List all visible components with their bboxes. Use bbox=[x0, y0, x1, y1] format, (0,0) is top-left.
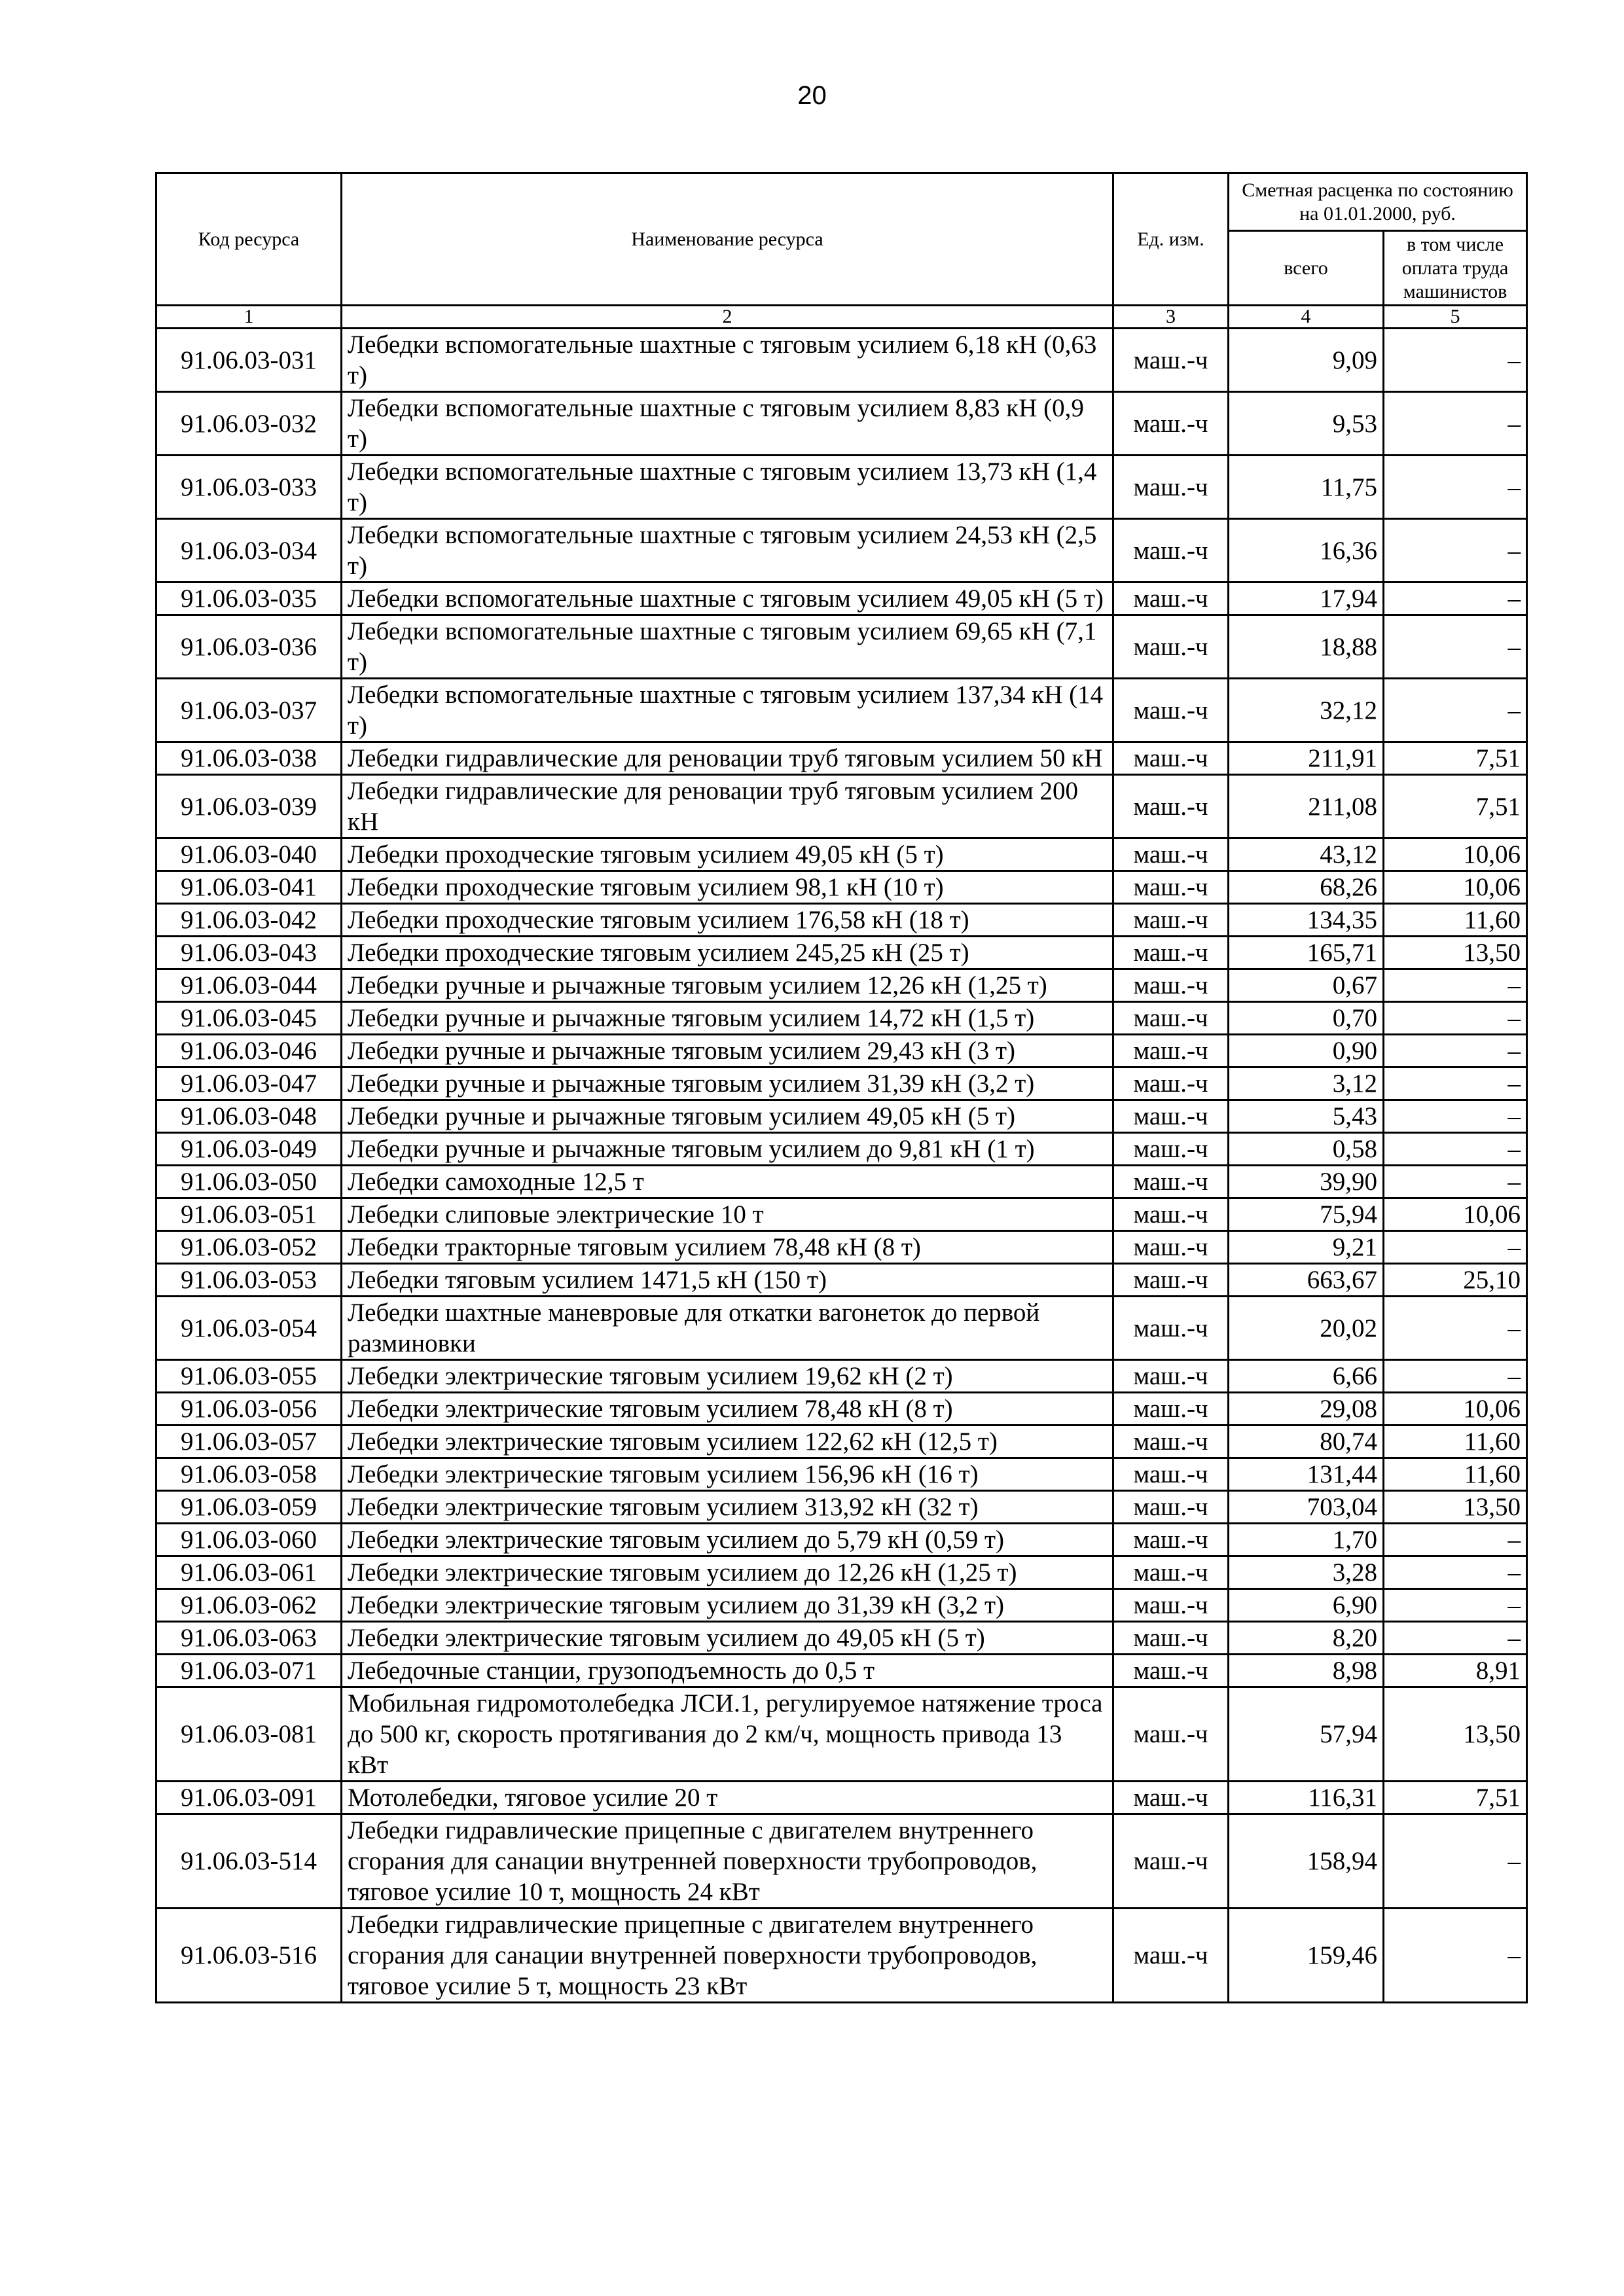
header-wage: в том числе оплата труда машинистов bbox=[1384, 231, 1527, 306]
row-total: 39,90 bbox=[1229, 1166, 1384, 1198]
row-unit: маш.-ч bbox=[1113, 1556, 1229, 1589]
table-row bbox=[156, 1814, 1527, 1909]
row-code: 91.06.03-061 bbox=[156, 1556, 342, 1589]
row-unit: маш.-ч bbox=[1113, 679, 1229, 742]
row-unit: маш.-ч bbox=[1113, 937, 1229, 969]
row-name: Лебедки ручные и рычажные тяговым усилием 14,72 кН (1,5 т) bbox=[342, 1002, 1113, 1035]
row-name: Лебедки проходческие тяговым усилием 245,25 кН (25 т) bbox=[342, 937, 1113, 969]
row-wage: 25,10 bbox=[1384, 1264, 1527, 1297]
row-name: Лебедки электрические тяговым усилием до 31,39 кН (3,2 т) bbox=[342, 1589, 1113, 1622]
row-unit: маш.-ч bbox=[1113, 904, 1229, 937]
row-unit: маш.-ч bbox=[1113, 1297, 1229, 1360]
row-total: 3,12 bbox=[1229, 1067, 1384, 1100]
table-row bbox=[156, 1491, 1527, 1524]
row-name: Лебедки шахтные маневровые для откатки вагонеток до первой разминовки bbox=[342, 1297, 1113, 1360]
row-wage: – bbox=[1384, 1100, 1527, 1133]
row-total: 16,36 bbox=[1229, 519, 1384, 583]
row-wage: – bbox=[1384, 1622, 1527, 1655]
table-row bbox=[156, 1909, 1527, 2003]
row-name: Лебедки гидравлические прицепные с двигателем внутреннего сгорания для санации внутренней поверхности трубопроводов, тяговое усилие 10 т, мощность 24 кВт bbox=[342, 1814, 1113, 1909]
row-unit: маш.-ч bbox=[1113, 1264, 1229, 1297]
row-code: 91.06.03-081 bbox=[156, 1687, 342, 1782]
row-name: Лебедки тяговым усилием 1471,5 кН (150 т) bbox=[342, 1264, 1113, 1297]
row-unit: маш.-ч bbox=[1113, 615, 1229, 679]
row-unit: маш.-ч bbox=[1113, 1035, 1229, 1067]
row-wage: – bbox=[1384, 679, 1527, 742]
row-code: 91.06.03-037 bbox=[156, 679, 342, 742]
row-name: Лебедки вспомогательные шахтные с тяговым усилием 6,18 кН (0,63 т) bbox=[342, 329, 1113, 392]
row-wage: 10,06 bbox=[1384, 838, 1527, 871]
row-name: Лебедки проходческие тяговым усилием 49,05 кН (5 т) bbox=[342, 838, 1113, 871]
row-name: Лебедки ручные и рычажные тяговым усилием до 9,81 кН (1 т) bbox=[342, 1133, 1113, 1166]
row-name: Лебедки электрические тяговым усилием 78,48 кН (8 т) bbox=[342, 1393, 1113, 1426]
row-code: 91.06.03-062 bbox=[156, 1589, 342, 1622]
table-row bbox=[156, 1198, 1527, 1231]
row-code: 91.06.03-034 bbox=[156, 519, 342, 583]
row-code: 91.06.03-053 bbox=[156, 1264, 342, 1297]
row-wage: 11,60 bbox=[1384, 1458, 1527, 1491]
table-row bbox=[156, 1687, 1527, 1782]
row-wage: – bbox=[1384, 519, 1527, 583]
row-wage: 10,06 bbox=[1384, 1393, 1527, 1426]
row-code: 91.06.03-045 bbox=[156, 1002, 342, 1035]
row-wage: 13,50 bbox=[1384, 1687, 1527, 1782]
row-total: 6,90 bbox=[1229, 1589, 1384, 1622]
row-wage: 10,06 bbox=[1384, 1198, 1527, 1231]
header-price-group: Сметная расценка по состоянию на 01.01.2000, руб. bbox=[1229, 173, 1527, 231]
row-wage: 13,50 bbox=[1384, 1491, 1527, 1524]
row-unit: маш.-ч bbox=[1113, 329, 1229, 392]
row-total: 75,94 bbox=[1229, 1198, 1384, 1231]
row-wage: 7,51 bbox=[1384, 1782, 1527, 1814]
row-name: Лебедки электрические тяговым усилием 19,62 кН (2 т) bbox=[342, 1360, 1113, 1393]
table-row bbox=[156, 1524, 1527, 1556]
table-row bbox=[156, 1393, 1527, 1426]
table-row bbox=[156, 1133, 1527, 1166]
column-number: 4 bbox=[1229, 306, 1384, 329]
row-unit: маш.-ч bbox=[1113, 456, 1229, 519]
table-row bbox=[156, 969, 1527, 1002]
row-name: Лебедки тракторные тяговым усилием 78,48 кН (8 т) bbox=[342, 1231, 1113, 1264]
row-name: Лебедки вспомогательные шахтные с тяговым усилием 24,53 кН (2,5 т) bbox=[342, 519, 1113, 583]
row-code: 91.06.03-047 bbox=[156, 1067, 342, 1100]
row-unit: маш.-ч bbox=[1113, 1231, 1229, 1264]
row-wage: – bbox=[1384, 1166, 1527, 1198]
table-row bbox=[156, 1067, 1527, 1100]
row-unit: маш.-ч bbox=[1113, 1782, 1229, 1814]
row-wage: – bbox=[1384, 456, 1527, 519]
table-row bbox=[156, 329, 1527, 392]
row-unit: маш.-ч bbox=[1113, 1622, 1229, 1655]
row-total: 0,58 bbox=[1229, 1133, 1384, 1166]
row-total: 0,67 bbox=[1229, 969, 1384, 1002]
row-wage: – bbox=[1384, 1133, 1527, 1166]
row-code: 91.06.03-054 bbox=[156, 1297, 342, 1360]
table-row bbox=[156, 1231, 1527, 1264]
row-wage: – bbox=[1384, 1360, 1527, 1393]
table-row bbox=[156, 1655, 1527, 1687]
row-total: 29,08 bbox=[1229, 1393, 1384, 1426]
column-number: 2 bbox=[342, 306, 1113, 329]
row-unit: маш.-ч bbox=[1113, 1909, 1229, 2003]
row-code: 91.06.03-042 bbox=[156, 904, 342, 937]
row-wage: 11,60 bbox=[1384, 1426, 1527, 1458]
row-wage: – bbox=[1384, 1035, 1527, 1067]
row-name: Лебедки проходческие тяговым усилием 176,58 кН (18 т) bbox=[342, 904, 1113, 937]
table-row bbox=[156, 742, 1527, 775]
row-total: 165,71 bbox=[1229, 937, 1384, 969]
row-unit: маш.-ч bbox=[1113, 392, 1229, 456]
row-unit: маш.-ч bbox=[1113, 742, 1229, 775]
header-unit: Ед. изм. bbox=[1113, 173, 1229, 306]
row-unit: маш.-ч bbox=[1113, 1524, 1229, 1556]
row-code: 91.06.03-516 bbox=[156, 1909, 342, 2003]
table-row bbox=[156, 904, 1527, 937]
row-code: 91.06.03-051 bbox=[156, 1198, 342, 1231]
row-total: 80,74 bbox=[1229, 1426, 1384, 1458]
row-unit: маш.-ч bbox=[1113, 775, 1229, 838]
table-row bbox=[156, 392, 1527, 456]
row-total: 131,44 bbox=[1229, 1458, 1384, 1491]
row-name: Лебедки гидравлические для реновации труб тяговым усилием 50 кН bbox=[342, 742, 1113, 775]
table-row bbox=[156, 1622, 1527, 1655]
row-wage: – bbox=[1384, 615, 1527, 679]
row-unit: маш.-ч bbox=[1113, 583, 1229, 615]
row-name: Лебедки слиповые электрические 10 т bbox=[342, 1198, 1113, 1231]
row-total: 3,28 bbox=[1229, 1556, 1384, 1589]
row-wage: 13,50 bbox=[1384, 937, 1527, 969]
row-code: 91.06.03-033 bbox=[156, 456, 342, 519]
row-wage: 8,91 bbox=[1384, 1655, 1527, 1687]
row-wage: – bbox=[1384, 1556, 1527, 1589]
row-total: 9,53 bbox=[1229, 392, 1384, 456]
column-number-row bbox=[156, 306, 1527, 329]
row-name: Лебедки электрические тяговым усилием 313,92 кН (32 т) bbox=[342, 1491, 1113, 1524]
table-row bbox=[156, 456, 1527, 519]
row-wage: 11,60 bbox=[1384, 904, 1527, 937]
table-row bbox=[156, 519, 1527, 583]
row-unit: маш.-ч bbox=[1113, 1814, 1229, 1909]
row-code: 91.06.03-059 bbox=[156, 1491, 342, 1524]
row-total: 211,91 bbox=[1229, 742, 1384, 775]
row-total: 8,20 bbox=[1229, 1622, 1384, 1655]
row-code: 91.06.03-063 bbox=[156, 1622, 342, 1655]
column-number: 5 bbox=[1384, 306, 1527, 329]
table-row bbox=[156, 1264, 1527, 1297]
row-name: Лебедки вспомогательные шахтные с тяговым усилием 8,83 кН (0,9 т) bbox=[342, 392, 1113, 456]
row-name: Лебедки ручные и рычажные тяговым усилием 31,39 кН (3,2 т) bbox=[342, 1067, 1113, 1100]
row-code: 91.06.03-043 bbox=[156, 937, 342, 969]
row-unit: маш.-ч bbox=[1113, 1067, 1229, 1100]
table-row bbox=[156, 1100, 1527, 1133]
table-row bbox=[156, 1782, 1527, 1814]
row-name: Лебедки ручные и рычажные тяговым усилием 29,43 кН (3 т) bbox=[342, 1035, 1113, 1067]
row-total: 211,08 bbox=[1229, 775, 1384, 838]
table-body bbox=[156, 329, 1527, 2003]
row-code: 91.06.03-057 bbox=[156, 1426, 342, 1458]
table-row bbox=[156, 775, 1527, 838]
table-row bbox=[156, 1297, 1527, 1360]
row-total: 43,12 bbox=[1229, 838, 1384, 871]
row-code: 91.06.03-046 bbox=[156, 1035, 342, 1067]
row-name: Лебедки вспомогательные шахтные с тяговым усилием 137,34 кН (14 т) bbox=[342, 679, 1113, 742]
row-unit: маш.-ч bbox=[1113, 1491, 1229, 1524]
row-code: 91.06.03-044 bbox=[156, 969, 342, 1002]
column-number: 3 bbox=[1113, 306, 1229, 329]
row-total: 11,75 bbox=[1229, 456, 1384, 519]
row-total: 57,94 bbox=[1229, 1687, 1384, 1782]
row-name: Лебедки вспомогательные шахтные с тяговым усилием 49,05 кН (5 т) bbox=[342, 583, 1113, 615]
row-total: 158,94 bbox=[1229, 1814, 1384, 1909]
row-name: Лебедки электрические тяговым усилием 122,62 кН (12,5 т) bbox=[342, 1426, 1113, 1458]
table-row bbox=[156, 583, 1527, 615]
row-total: 134,35 bbox=[1229, 904, 1384, 937]
row-unit: маш.-ч bbox=[1113, 1166, 1229, 1198]
row-name: Лебедки электрические тяговым усилием до 5,79 кН (0,59 т) bbox=[342, 1524, 1113, 1556]
table-row bbox=[156, 1589, 1527, 1622]
row-wage: 10,06 bbox=[1384, 871, 1527, 904]
row-unit: маш.-ч bbox=[1113, 838, 1229, 871]
table-row bbox=[156, 679, 1527, 742]
column-number: 1 bbox=[156, 306, 342, 329]
row-unit: маш.-ч bbox=[1113, 1655, 1229, 1687]
resource-price-table bbox=[155, 172, 1528, 2003]
row-code: 91.06.03-514 bbox=[156, 1814, 342, 1909]
row-unit: маш.-ч bbox=[1113, 1426, 1229, 1458]
row-name: Мобильная гидромотолебедка ЛСИ.1, регулируемое натяжение троса до 500 кг, скорость протягивания до 2 км/ч, мощность привода 13 кВт bbox=[342, 1687, 1113, 1782]
table-row bbox=[156, 1426, 1527, 1458]
header-code: Код ресурса bbox=[156, 173, 342, 306]
row-code: 91.06.03-056 bbox=[156, 1393, 342, 1426]
row-code: 91.06.03-039 bbox=[156, 775, 342, 838]
row-total: 663,67 bbox=[1229, 1264, 1384, 1297]
row-wage: – bbox=[1384, 1297, 1527, 1360]
table-row bbox=[156, 615, 1527, 679]
row-unit: маш.-ч bbox=[1113, 1002, 1229, 1035]
row-unit: маш.-ч bbox=[1113, 519, 1229, 583]
row-total: 20,02 bbox=[1229, 1297, 1384, 1360]
row-total: 0,70 bbox=[1229, 1002, 1384, 1035]
row-wage: – bbox=[1384, 1067, 1527, 1100]
row-code: 91.06.03-071 bbox=[156, 1655, 342, 1687]
row-unit: маш.-ч bbox=[1113, 1100, 1229, 1133]
row-wage: – bbox=[1384, 392, 1527, 456]
row-name: Лебедки электрические тяговым усилием до 12,26 кН (1,25 т) bbox=[342, 1556, 1113, 1589]
row-total: 159,46 bbox=[1229, 1909, 1384, 2003]
row-name: Лебедки гидравлические прицепные с двигателем внутреннего сгорания для санации внутренней поверхности трубопроводов, тяговое усилие 5 т, мощность 23 кВт bbox=[342, 1909, 1113, 2003]
row-wage: – bbox=[1384, 1909, 1527, 2003]
table-row bbox=[156, 1556, 1527, 1589]
row-wage: 7,51 bbox=[1384, 775, 1527, 838]
row-total: 32,12 bbox=[1229, 679, 1384, 742]
table-row bbox=[156, 1002, 1527, 1035]
row-name: Лебедочные станции, грузоподъемность до 0,5 т bbox=[342, 1655, 1113, 1687]
row-total: 18,88 bbox=[1229, 615, 1384, 679]
row-name: Лебедки гидравлические для реновации труб тяговым усилием 200 кН bbox=[342, 775, 1113, 838]
row-unit: маш.-ч bbox=[1113, 1589, 1229, 1622]
row-code: 91.06.03-031 bbox=[156, 329, 342, 392]
row-wage: – bbox=[1384, 1589, 1527, 1622]
row-wage: – bbox=[1384, 1814, 1527, 1909]
row-name: Лебедки ручные и рычажные тяговым усилием 12,26 кН (1,25 т) bbox=[342, 969, 1113, 1002]
row-total: 68,26 bbox=[1229, 871, 1384, 904]
header-name: Наименование ресурса bbox=[342, 173, 1113, 306]
row-name: Лебедки электрические тяговым усилием 156,96 кН (16 т) bbox=[342, 1458, 1113, 1491]
row-code: 91.06.03-035 bbox=[156, 583, 342, 615]
row-code: 91.06.03-091 bbox=[156, 1782, 342, 1814]
table-row bbox=[156, 937, 1527, 969]
row-wage: – bbox=[1384, 1002, 1527, 1035]
row-name: Мотолебедки, тяговое усилие 20 т bbox=[342, 1782, 1113, 1814]
row-name: Лебедки электрические тяговым усилием до 49,05 кН (5 т) bbox=[342, 1622, 1113, 1655]
row-code: 91.06.03-050 bbox=[156, 1166, 342, 1198]
row-unit: маш.-ч bbox=[1113, 1393, 1229, 1426]
row-wage: – bbox=[1384, 329, 1527, 392]
row-unit: маш.-ч bbox=[1113, 1458, 1229, 1491]
row-total: 0,90 bbox=[1229, 1035, 1384, 1067]
row-code: 91.06.03-048 bbox=[156, 1100, 342, 1133]
row-unit: маш.-ч bbox=[1113, 1198, 1229, 1231]
row-total: 17,94 bbox=[1229, 583, 1384, 615]
row-unit: маш.-ч bbox=[1113, 969, 1229, 1002]
row-wage: – bbox=[1384, 969, 1527, 1002]
row-code: 91.06.03-032 bbox=[156, 392, 342, 456]
row-code: 91.06.03-036 bbox=[156, 615, 342, 679]
row-total: 5,43 bbox=[1229, 1100, 1384, 1133]
row-code: 91.06.03-058 bbox=[156, 1458, 342, 1491]
row-total: 6,66 bbox=[1229, 1360, 1384, 1393]
row-name: Лебедки вспомогательные шахтные с тяговым усилием 69,65 кН (7,1 т) bbox=[342, 615, 1113, 679]
row-code: 91.06.03-049 bbox=[156, 1133, 342, 1166]
row-total: 9,21 bbox=[1229, 1231, 1384, 1264]
table-row bbox=[156, 838, 1527, 871]
row-code: 91.06.03-060 bbox=[156, 1524, 342, 1556]
row-code: 91.06.03-041 bbox=[156, 871, 342, 904]
row-name: Лебедки ручные и рычажные тяговым усилием 49,05 кН (5 т) bbox=[342, 1100, 1113, 1133]
row-wage: – bbox=[1384, 1524, 1527, 1556]
row-name: Лебедки самоходные 12,5 т bbox=[342, 1166, 1113, 1198]
page-number: 20 bbox=[797, 81, 827, 110]
row-total: 703,04 bbox=[1229, 1491, 1384, 1524]
row-wage: 7,51 bbox=[1384, 742, 1527, 775]
row-total: 1,70 bbox=[1229, 1524, 1384, 1556]
table-row bbox=[156, 1360, 1527, 1393]
row-total: 8,98 bbox=[1229, 1655, 1384, 1687]
row-unit: маш.-ч bbox=[1113, 1133, 1229, 1166]
row-code: 91.06.03-055 bbox=[156, 1360, 342, 1393]
row-name: Лебедки проходческие тяговым усилием 98,1 кН (10 т) bbox=[342, 871, 1113, 904]
table-row bbox=[156, 871, 1527, 904]
row-code: 91.06.03-040 bbox=[156, 838, 342, 871]
table-row bbox=[156, 1166, 1527, 1198]
row-unit: маш.-ч bbox=[1113, 1687, 1229, 1782]
row-total: 9,09 bbox=[1229, 329, 1384, 392]
header-total: всего bbox=[1229, 231, 1384, 306]
table-row bbox=[156, 1035, 1527, 1067]
row-unit: маш.-ч bbox=[1113, 871, 1229, 904]
row-wage: – bbox=[1384, 1231, 1527, 1264]
table-row bbox=[156, 1458, 1527, 1491]
row-code: 91.06.03-052 bbox=[156, 1231, 342, 1264]
row-code: 91.06.03-038 bbox=[156, 742, 342, 775]
row-wage: – bbox=[1384, 583, 1527, 615]
row-unit: маш.-ч bbox=[1113, 1360, 1229, 1393]
row-total: 116,31 bbox=[1229, 1782, 1384, 1814]
row-name: Лебедки вспомогательные шахтные с тяговым усилием 13,73 кН (1,4 т) bbox=[342, 456, 1113, 519]
